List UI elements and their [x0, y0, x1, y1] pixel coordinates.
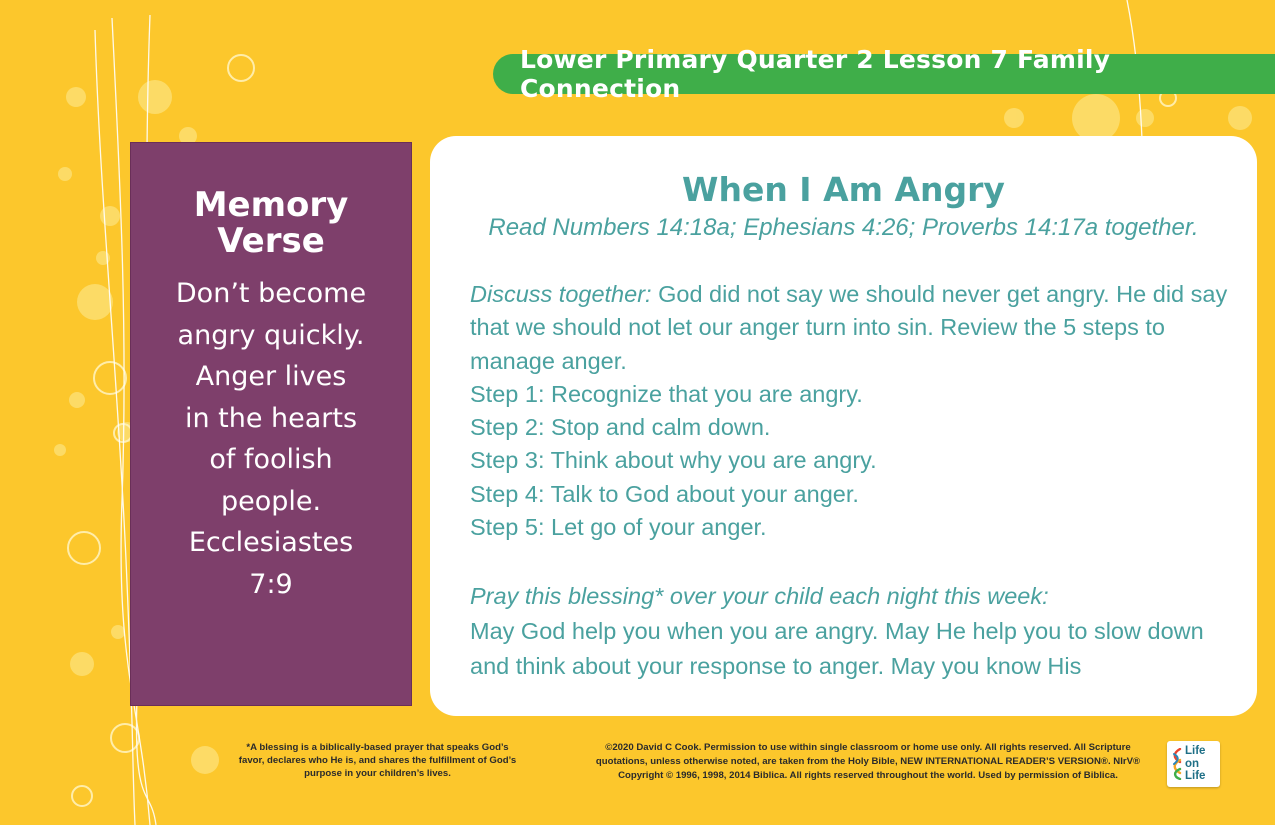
logo-wordmark: [1185, 745, 1219, 783]
step-item: Step 5: Let go of your anger.: [470, 514, 767, 541]
step-item: Step 4: Talk to God about your anger.: [470, 480, 859, 507]
step-item: Step 1: Recognize that you are angry.: [470, 380, 863, 407]
discuss-lead: Discuss together:: [470, 281, 652, 307]
memory-verse-panel: [130, 142, 412, 706]
lesson-card: [430, 136, 1257, 716]
lesson-banner: [493, 45, 1275, 103]
step-item: Step 3: Think about why you are angry.: [470, 447, 877, 474]
discuss-text: God did not say we should never get angry. He did say that we should not let our anger turn into sin. Review the 5 steps to manage anger.: [470, 281, 1228, 374]
banner-title: Lower Primary Quarter 2 Lesson 7 Family Connection: [520, 45, 1111, 103]
memory-verse-title: Memory Verse: [193, 185, 349, 261]
discuss-paragraph: [470, 278, 1230, 378]
memory-verse-reference: Ecclesiastes 7:9: [188, 527, 354, 600]
step-item: Step 2: Stop and calm down.: [470, 414, 771, 441]
blessing-text: May God help you when you are angry. May He help you to slow down and think about your response to anger. May you know His: [470, 618, 1204, 680]
blessing-lead: Pray this blessing* over your child each night this week:: [470, 583, 1049, 610]
spacer: [470, 544, 1230, 579]
logo-word: on: [1185, 757, 1200, 770]
life-on-life-logo: [1167, 741, 1220, 787]
blessing-footnote: *A blessing is a biblically-based prayer that speaks God’s favor, declares who He is, and shares the fulfillment of God’s purpose in your children’s lives.: [238, 742, 517, 779]
memory-verse-text: Don’t become angry quickly. Anger lives in the hearts of foolish people.: [175, 278, 367, 517]
logo-mark-icon: [1171, 748, 1183, 780]
copyright-notice: ©2020 David C Cook. Permission to use within single classroom or home use only. All rights reserved. All Scripture quotations, unless otherwise noted, are taken from the Holy Bible, NEW INTERNATIONAL READER’S VERSION®. NIrV® Copyright © 1996, 1998, 2014 Biblica. All rights reserved throughout the world. Used by permission of Biblica.: [595, 742, 1141, 781]
logo-word: Life: [1185, 770, 1206, 782]
logo-word: Life: [1185, 745, 1206, 757]
reading-instruction: Read Numbers 14:18a; Ephesians 4:26; Proverbs 14:17a together.: [488, 214, 1199, 241]
anger-steps-list: [470, 378, 1230, 544]
lesson-body: [470, 278, 1230, 684]
lesson-title: When I Am Angry: [682, 170, 1005, 209]
